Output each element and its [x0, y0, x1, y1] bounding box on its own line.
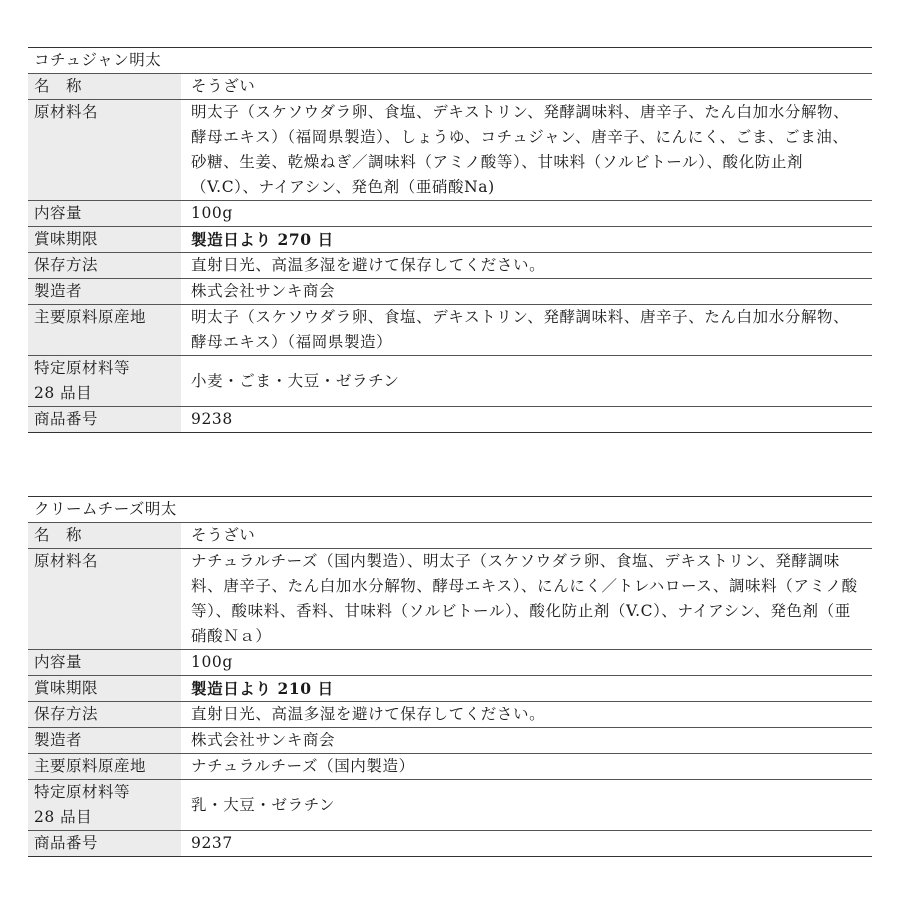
row-value: ナチュラルチーズ（国内製造） [181, 754, 872, 780]
row-best-before [28, 676, 872, 702]
row-label: 名 称 [28, 74, 181, 100]
row-value: 明太子（スケソウダラ卵、食塩、デキストリン、発酵調味料、唐辛子、たん白加水分解物、酵母エキス）（福岡県製造） [181, 305, 872, 356]
row-label: 原材料名 [28, 100, 181, 201]
row-label: 特定原材料等 28 品目 [28, 780, 181, 831]
row-ingredients [28, 100, 872, 201]
row-allergens [28, 356, 872, 407]
row-label: 内容量 [28, 201, 181, 227]
product-label-table [28, 496, 872, 857]
row-value: 株式会社サンキ商会 [181, 728, 872, 754]
product-title-row [28, 497, 872, 523]
row-label: 商品番号 [28, 407, 181, 433]
row-label: 賞味期限 [28, 676, 181, 702]
row-label: 名 称 [28, 523, 181, 549]
row-value: 直射日光、高温多湿を避けて保存してください。 [181, 253, 872, 279]
row-value: 明太子（スケソウダラ卵、食塩、デキストリン、発酵調味料、唐辛子、たん白加水分解物、酵母エキス）（福岡県製造）、しょうゆ、コチュジャン、唐辛子、にんにく、ごま、ごま油、砂糖、生姜、乾燥ねぎ／調味料（アミノ酸等）、甘味料（ソルビトール）、酸化防止剤（V.C）、ナイアシン、発色剤（亜硝酸Na) [181, 100, 872, 201]
row-value: そうざい [181, 523, 872, 549]
row-label: 特定原材料等 28 品目 [28, 356, 181, 407]
row-value: 株式会社サンキ商会 [181, 279, 872, 305]
row-origin [28, 754, 872, 780]
row-allergens [28, 780, 872, 831]
row-value: 直射日光、高温多湿を避けて保存してください。 [181, 702, 872, 728]
row-value: ナチュラルチーズ（国内製造）、明太子（スケソウダラ卵、食塩、デキストリン、発酵調味料、唐辛子、たん白加水分解物、酵母エキス）、にんにく／トレハロース、調味料（アミノ酸等）、酸味料、香料、甘味料（ソルビトール）、酸化防止剤（V.C）、ナイアシン、発色剤（亜硝酸Ｎａ） [181, 549, 872, 650]
row-origin [28, 305, 872, 356]
row-label: 主要原料原産地 [28, 754, 181, 780]
row-value: 製造日より 270 日 [181, 227, 872, 253]
row-product-no [28, 831, 872, 857]
product-title: クリームチーズ明太 [28, 497, 872, 523]
row-storage [28, 702, 872, 728]
row-manufacturer [28, 279, 872, 305]
row-value: 9237 [181, 831, 872, 857]
row-storage [28, 253, 872, 279]
row-best-before [28, 227, 872, 253]
row-value: 乳・大豆・ゼラチン [181, 780, 872, 831]
row-label: 製造者 [28, 279, 181, 305]
row-name [28, 74, 872, 100]
row-content [28, 650, 872, 676]
product-title-row [28, 48, 872, 74]
row-label: 原材料名 [28, 549, 181, 650]
row-value: 小麦・ごま・大豆・ゼラチン [181, 356, 872, 407]
row-manufacturer [28, 728, 872, 754]
row-name [28, 523, 872, 549]
row-label: 主要原料原産地 [28, 305, 181, 356]
product-label-table [28, 47, 872, 433]
row-label: 賞味期限 [28, 227, 181, 253]
row-label: 保存方法 [28, 253, 181, 279]
row-value: 製造日より 210 日 [181, 676, 872, 702]
row-label: 製造者 [28, 728, 181, 754]
row-ingredients [28, 549, 872, 650]
row-value: そうざい [181, 74, 872, 100]
row-value: 100g [181, 650, 872, 676]
row-value: 100g [181, 201, 872, 227]
row-label: 内容量 [28, 650, 181, 676]
product-title: コチュジャン明太 [28, 48, 872, 74]
row-content [28, 201, 872, 227]
row-label: 商品番号 [28, 831, 181, 857]
row-value: 9238 [181, 407, 872, 433]
row-label: 保存方法 [28, 702, 181, 728]
row-product-no [28, 407, 872, 433]
